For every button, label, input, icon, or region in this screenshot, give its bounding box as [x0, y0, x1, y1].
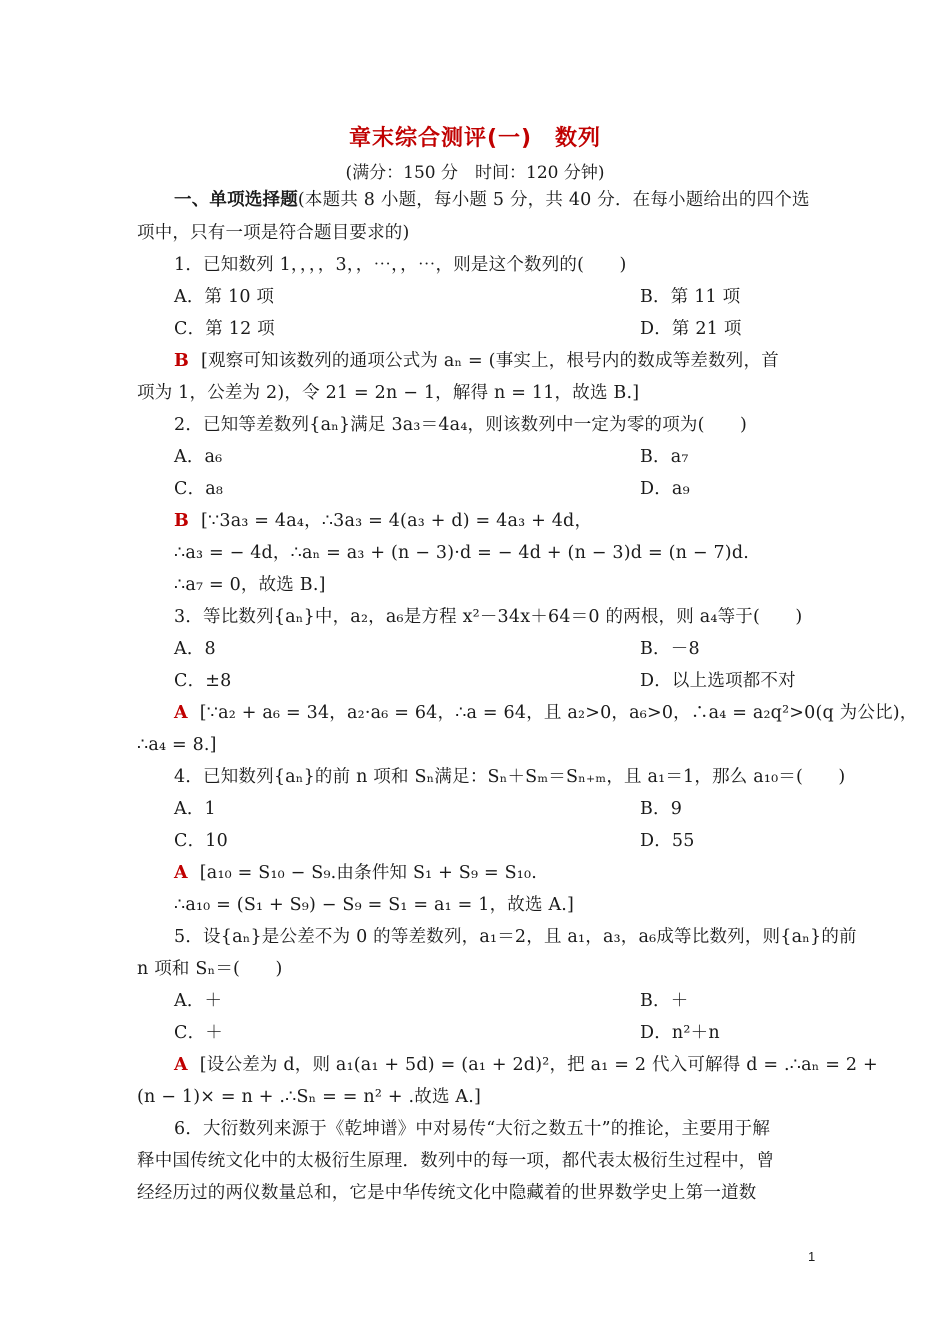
section-heading: 一、单项选择题 [174, 190, 298, 210]
option-a: A．第 10 项 [174, 287, 275, 307]
question-5-options-row1 [174, 989, 817, 1013]
solution-text: [∵3a₃ = 4a₄，∴3a₃ = 4(a₃ + d) = 4a₃ + 4d， [201, 511, 593, 531]
option-a: A．1 [174, 799, 216, 819]
answer-letter: A [174, 1055, 188, 1075]
solution-text: [设公差为 d，则 a₁(a₁ + 5d) = (a₁ + 2d)²，把 a₁ = 2 代入可解得 d = .∴aₙ = 2 + [199, 1055, 878, 1075]
question-4-solution [174, 861, 817, 885]
question-2-options-row1 [174, 445, 817, 469]
question-5-solution-2: (n − 1)× = n + .∴Sₙ = = n² + .故选 A.] [137, 1087, 482, 1107]
option-d: D．n²＋n [640, 1023, 720, 1043]
solution-text: [观察可知该数列的通项公式为 aₙ = (事实上，根号内的数成等差数列，首 [201, 351, 779, 371]
question-3-stem: 3．等比数列{aₙ}中，a₂，a₆是方程 x²－34x＋64＝0 的两根，则 a₄等于( ) [174, 607, 803, 627]
option-a: A．a₆ [174, 447, 223, 467]
option-b: B．－8 [640, 639, 700, 659]
question-5-solution [174, 1053, 878, 1077]
section-heading-line [174, 188, 817, 212]
option-d: D．第 21 项 [640, 319, 742, 339]
question-4-options-row1 [174, 797, 817, 821]
answer-letter: A [174, 863, 188, 883]
option-c: C．10 [174, 831, 228, 851]
question-6-line-2: 释中国传统文化中的太极衍生原理．数列中的每一项，都代表太极衍生过程中，曾 [137, 1151, 775, 1171]
question-3-solution-2: ∴a₄ = 8.] [137, 735, 217, 755]
question-1-solution [174, 349, 817, 373]
question-2-solution [174, 509, 817, 533]
option-b: B．a₇ [640, 447, 689, 467]
question-2-solution-2: ∴a₃ = − 4d，∴aₙ = a₃ + (n − 3)·d = − 4d + (n − 3)d = (n − 7)d. [174, 543, 750, 563]
question-5-stem: 5．设{aₙ}是公差不为 0 的等差数列，a₁＝2，且 a₁，a₃，a₆成等比数列，则{aₙ}的前 [174, 927, 857, 947]
option-d: D．a₉ [640, 479, 690, 499]
option-d: D．以上选项都不对 [640, 671, 796, 691]
solution-text: [∵a₂ + a₆ = 34，a₂·a₆ = 64，∴a = 64，且 a₂>0，a₆>0，∴a₄ = a₂q²>0(q 为公比)， [199, 703, 918, 723]
question-2-stem: 2．已知等差数列{aₙ}满足 3a₃＝4a₄，则该数列中一定为零的项为( ) [174, 415, 748, 435]
option-d: D．55 [640, 831, 695, 851]
question-2-options-row2 [174, 477, 817, 501]
solution-text: [a₁₀ = S₁₀ − S₉.由条件知 S₁ + S₉ = S₁₀. [199, 863, 537, 883]
question-1-options-row1 [174, 285, 817, 309]
option-a: A．8 [174, 639, 216, 659]
section-desc: (本题共 8 小题，每小题 5 分，共 40 分．在每小题给出的四个选 [297, 190, 810, 210]
answer-letter: A [174, 703, 188, 723]
page-title: 章末综合测评(一) 数列 [348, 126, 602, 151]
page-number: 1 [808, 1249, 816, 1264]
answer-letter: B [174, 511, 189, 531]
option-b: B．第 11 项 [640, 287, 741, 307]
question-1-stem: 1．已知数列 1，，，，3，，⋯，，⋯，则是这个数列的( ) [174, 255, 627, 275]
question-5-stem-2: n 项和 Sₙ＝( ) [137, 959, 283, 979]
question-1-options-row2 [174, 317, 817, 341]
question-6-line-1: 6．大衍数列来源于《乾坤谱》中对易传“大衍之数五十”的推论，主要用于解 [174, 1119, 771, 1139]
option-a: A．＋ [174, 991, 223, 1011]
question-4-options-row2 [174, 829, 817, 853]
question-3-options-row1 [174, 637, 817, 661]
option-b: B．＋ [640, 991, 689, 1011]
question-1-solution-2: 项为 1，公差为 2)，令 21 = 2n − 1，解得 n = 11，故选 B.] [137, 383, 640, 403]
section-desc-2: 项中，只有一项是符合题目要求的) [137, 223, 410, 243]
question-6-line-3: 经经历过的两仪数量总和，它是中华传统文化中隐藏着的世界数学史上第一道数 [137, 1183, 757, 1203]
question-4-stem: 4．已知数列{aₙ}的前 n 项和 Sₙ满足：Sₙ＋Sₘ＝Sₙ₊ₘ，且 a₁＝1，那么 a₁₀＝( ) [174, 767, 846, 787]
option-c: C．±8 [174, 671, 232, 691]
option-c: C．第 12 项 [174, 319, 275, 339]
option-c: C．＋ [174, 1023, 223, 1043]
question-3-options-row2 [174, 669, 817, 693]
answer-letter: B [174, 351, 189, 371]
question-5-options-row2 [174, 1021, 817, 1045]
exam-info: (满分：150 分 时间：120 分钟) [345, 163, 605, 183]
question-4-solution-2: ∴a₁₀ = (S₁ + S₉) − S₉ = S₁ = a₁ = 1，故选 A.] [174, 895, 575, 915]
option-c: C．a₈ [174, 479, 224, 499]
option-b: B．9 [640, 799, 683, 819]
question-3-solution [174, 701, 918, 725]
question-2-solution-3: ∴a₇ = 0，故选 B.] [174, 575, 326, 595]
